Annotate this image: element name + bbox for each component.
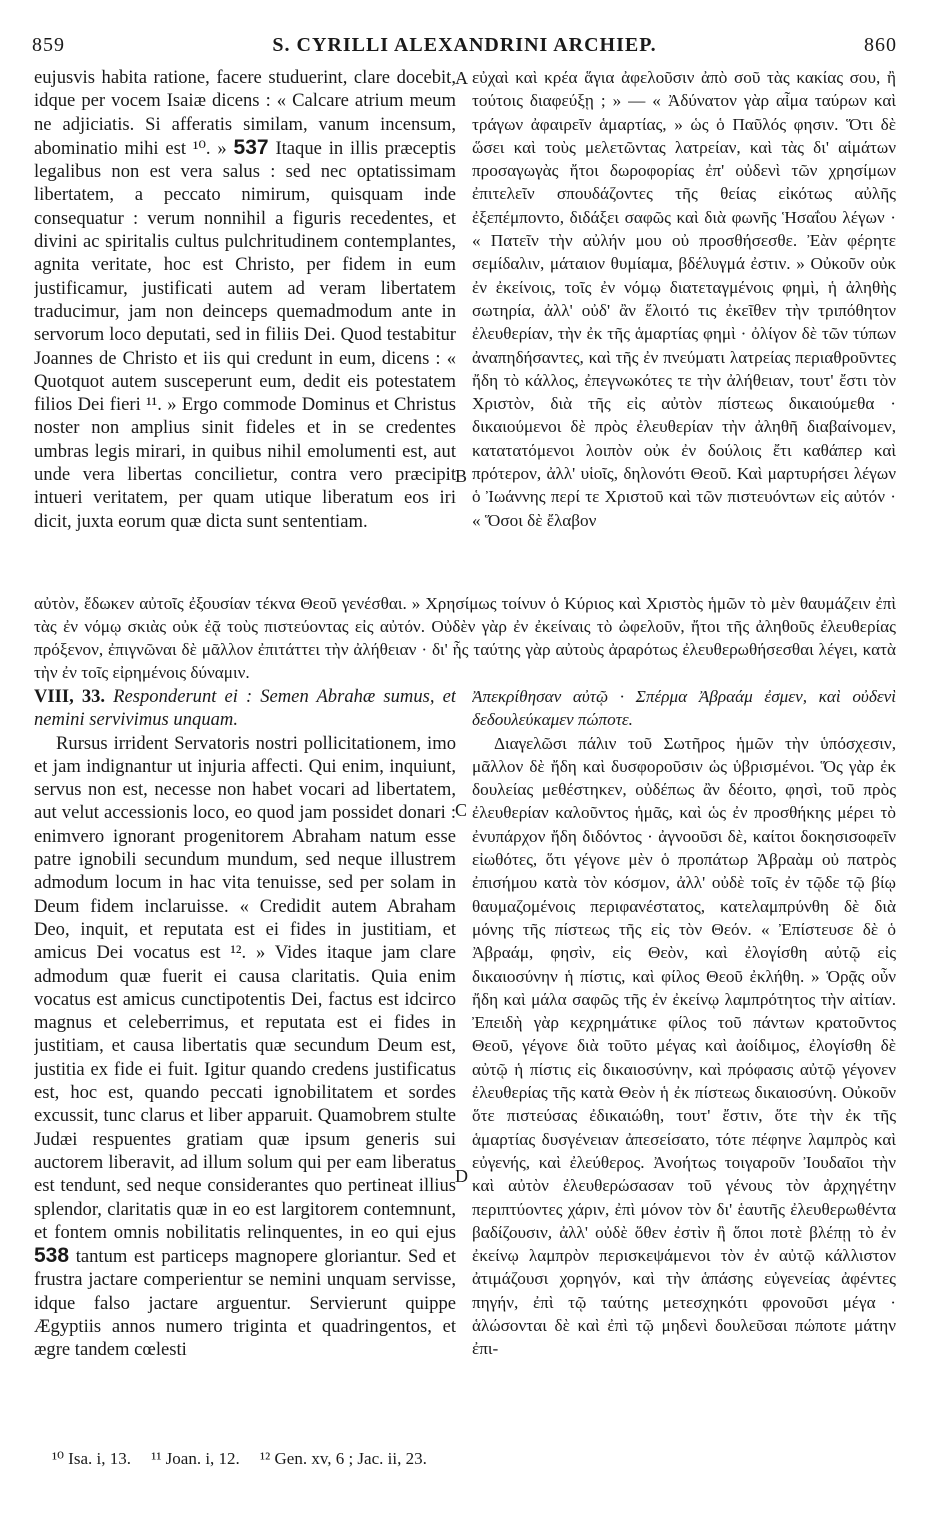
verse-heading-greek: Ἀπεκρίθησαν αὐτῷ · Σπέρμα Ἀβραάμ ἐσμεν, καὶ οὐδενὶ δεδουλεύκαμεν πώποτε. xyxy=(472,687,896,730)
page-header xyxy=(28,34,901,62)
latin-paragraph xyxy=(34,732,456,1362)
greek-paragraph: εὐχαὶ καὶ κρέα ἅγια ἀφελοῦσιν ἀπὸ σοῦ τὰς κακίας σου, ἢ τούτοις διαφεύξῃ ; » — « Ἀδύνατον γὰρ αἷμα ταύρων καὶ τράγων ἀφαιρεῖν ἁμαρτίας, » ὡς ὁ Παῦλός φησιν. Ὅτι δὲ ὥσει καὶ τοὺς μελετῶντας λατρείαν, καὶ τὰς δι' αἱμάτων προσαγωγὰς ἤτοι δωροφορίας ἐπ' οὐδενὶ τῶν χρησίμων ἐπιτελεῖν σπουδάζοντες τῆς θείας εἰκότως αὐλῆς ἐξεπέμποντο, διδάξει σαφῶς καὶ διὰ φωνῆς Ἡσαΐου λέγων · « Πατεῖν τὴν αὐλήν μου οὐ προσθήσεσθε. Ἐὰν φέρητε σεμίδαλιν, μάταιον θυμίαμα, βδέλυγμά ἐστιν. » Οὐκοῦν οὐκ ἐν ἐκείνοις, τοῖς ἐν νόμῳ διατεταγμένοις φημὶ, ἡ ἀληθὴς σωτηρία, ἀλλ' οὐδ' ἂν ἕλοιτό τις ἐκεῖθεν τὴν τριπόθητον ἐλευθερίαν, τὴν ἐκ τῆς ἁμαρτίας φημὶ · ὀλίγον δὲ τῶν τύπων ἀναπηδήσαντες, καὶ τῆς ἐν πνεύματι λατρείας περιαθροῦντες ἤδη τὸ κάλλος, ἐπεγνωκότες τε τὴν ἀλήθειαν, τουτ' ἔστι τὸν Χριστὸν, διὰ τῆς εἰς αὐτὸν πίστεως δικαιούμεθα · δικαιούμενοι δὲ πρὸς ἐλευθερίαν τὴν ἀληθῆ διαβαίνομεν, κατατατόμενοι λοιπὸν οὐκ ἐν δούλοις ἔτι καθάπερ καὶ πρότερον, ἀλλ' υἱοῖς, δηλονότι Θεοῦ. Καὶ μαρτυρήσει λέγων ὁ Ἰωάννης περί τε Χριστοῦ καὶ τῶν πιστευόντων εἰς αὐτόν · « Ὅσοι δὲ ἔλαβον xyxy=(472,68,896,530)
latin-column-top xyxy=(34,66,456,588)
greek-column-bottom xyxy=(472,685,896,1430)
margin-letter-c: C xyxy=(455,800,468,820)
column-mark: 538 xyxy=(34,1244,70,1268)
greek-paragraph: Διαγελῶσι πάλιν τοῦ Σωτῆρος ἡμῶν τὴν ὑπόσχεσιν, μᾶλλον δὲ ἤδη καὶ δυσφοροῦσιν ὡς ὑβρισμένοι. Ὅς γὰρ ἐκ δουλείας μεθέστηκεν, οὐδέπως ἂν δέοιτο, φησὶ, τοῦ πρὸς ἐλευθερίαν καλοῦντος ἡμᾶς, καὶ ὡς ἐν προσθήκης μέρει τὸ ἐνυπάρχον ἤδη διδόντος · ἀγνοοῦσι δὲ, καίτοι δοκησισοφεῖν εἰωθότες, ὅτι γέγονε μὲν ὁ προπάτωρ Ἀβραὰμ οὐ πατρὸς ἐπισήμου κατὰ τὸν κόσμον, ἀλλ' οὐδὲ τοῖς ἐν τῷδε τῷ βίῳ θαυμαζομένοις περιφανέστατος, κατελαμπρύνθη δὲ διὰ μόνης τῆς πίστεως τῆς εἰς τὸν Θεόν. « Ἐπίστευσε δὲ ὁ Ἀβραάμ, φησὶν, εἰς Θεὸν, καὶ ἐλογίσθη αὐτῷ εἰς δικαιοσύνην ἡ πίστις, καὶ φίλος Θεοῦ ἐκλήθη. » Ὁρᾷς οὖν ἤδη καὶ μάλα σαφῶς τῆς ἐν ἐκείνῳ λαμπρότητος τὴν αἰτίαν. Ἐπειδὴ γὰρ κεχρημάτικε φίλος τοῦ πάντων κρατοῦντος Θεοῦ, γέγονε διὰ τοῦτο μέγας καὶ ἀοίδιμος, ἐλογίσθη δὲ αὐτῷ ἡ πίστις εἰς δικαιοσύνην, καὶ πρόφασις αὐτῷ γέγονεν ἐλευθερίας τῆς κατὰ Θεὸν ἡ ἐκ πίστεως δικαιοσύνη. Οὐκοῦν ὅτε πιστεύσας ἐδικαιώθη, τουτ' ἔστιν, ὅτε τὴν ἐκ τῆς ἁμαρτίας δυσγένειαν ἀπεσείσατο, τότε πέφηνε λαμπρὸς καὶ εὐγενής, καὶ ἐλεύθερος. Ἀνοήτως τοιγαροῦν Ἰουδαῖοι τὴν καὶ αὐτὸν ἐλευθερώσασαν τοῦ γένους τὸν ἀρχηγέτην περιπτύοντες χάριν, ἐπὶ μόνον τὸν δι' ἑαυτῆς ἐλευθερωθέντα βαδίζουσιν, ἀλλ' οὐδὲ ὅθεν ἐστὶν ἢ ὅποι ποτὲ βλέπῃ τὸ ἐν ἐκείνῳ λαμπρὸν περισκεψάμενοι τὸν ἐν αὐτῷ κάλλιστον ἀτιμάζουσι χορηγόν, καὶ τὴν ἁπάσης εὐγενείας ἀφέντες πηγήν, ἐπὶ τῷ ταύτης μετεσχηκότι φρονοῦσι μέγα · ἁλώσονται δὲ καὶ ἐπὶ τῷ μηδενὶ δουλεῦσαι πώποτε μάτην ἐπι- xyxy=(472,733,896,1359)
latin-text: Itaque in illis præceptis legalibus non est vera salus : sed nec optatissimam libertatem, a peccato nimirum, quisquam inde consequatur : verum nonnihil a figuris recedentes, et divini ac spiritalis cultus pulchritudinem contemplantes, agnita veritate, hoc est Christo, per fidem in eum justificamur, justificati autem ad veram libertatem traducimur, jam non deinceps quemadmodum ante in servorum loco deputati, sed in filiis Dei. Quod testabitur Joannes de Christo et iis qui credunt in eum, dicens : « Quotquot autem susceperunt eum, dedit eis potestatem filios Dei fieri ¹¹. » Ergo commode Dominus et Christus noster non amplius sinit fideles et in se credentes umbras legis mirari, in quibus nihil emolumenti est, aut unde vera libertas concilietur, contra vero præcipit intueri veritatem, per quam utique liberatum eos iri dicit, juxta eorum quæ dicta sunt sententiam. xyxy=(34,137,456,532)
margin-letter-b: B xyxy=(455,466,468,486)
latin-text: eujusvis habita ratione, facere studuerint, clare docebit, idque per vocem Isaiæ dicens : « Calcare atrium meum ne adjiciatis. Si afferatis similam, vanum incensum, abominatio mihi est ¹⁰. » xyxy=(34,67,456,159)
greek-column-top xyxy=(472,66,896,588)
latin-column-bottom xyxy=(34,685,456,1430)
greek-full-width-text: αὐτὸν, ἔδωκεν αὐτοῖς ἐξουσίαν τέκνα Θεοῦ γενέσθαι. » Χρησίμως τοίνυν ὁ Κύριος καὶ Χριστὸς ἡμῶν τὸ μὲν θαυμάζειν ἐπὶ τὰς ἐν νόμῳ σκιὰς οὐκ ἐᾷ τοὺς πιστεύοντας εἰς αὐτόν. Οὐδὲν γὰρ ἐν ἐκείναις τὸ ὠφελοῦν, ἤτοι τῆς ἀληθοῦς ἐλευθερίας πρόξενον, ἐπιγνῶναι δὲ μᾶλλον ἐπιτάττει τὴν ἀλήθειαν · δι' ἧς ταύτης γὰρ αὐτοὺς ἀραρότως ἐλευθερωθήσεσθαι λέγει, κατὰ τὴν ἐν τοῖς εἰρημένοις δύναμιν. xyxy=(34,594,896,682)
latin-text: Rursus irrident Servatoris nostri pollicitationem, imo et jam indignantur ut injuria affecti. Qui enim, inquiunt, servus non est, necesse non habet vocari ad libertatem, aut velut accessionis loco, eo quod jam possidet donari : enimvero ignorant progenitorem Abraham natum esse patre ignobili secundum mundum, sed neque illustrem admodum locum in hac vita tenuisse, sed per solam in Deum fidem inclaruisse. « Credidit autem Abraham Deo, inquit, et reputata est ei fides in justitiam, et amicus Dei vocatus est ¹². » Vides itaque jam clare admodum quæ fuerit ei causa claritatis. Quia enim vocatus est amicus cunctipotentis Dei, factus est idcirco magnus et celeberrimus, et reputata est ei fides in justitiam, et causa libertatis quæ secundum Deum est, justitia ex fide ei fuit. Igitur quando credens justificatus est, hoc est, quando peccati ignobilitatem et sordes excussit, tunc clarus et liber apparuit. Quamobrem stulte Judæi respuentes gratiam quæ ipsum generis sui auctorem liberavit, ad illum solum qui per eam liberatus est tendunt, sed neque considerantes quo pertineat illius splendor, claritatis quæ in eo est largitorem contemnunt, et fontem omnis nobilitatis relinquentes, in eo qui ejus xyxy=(34,732,456,1243)
margin-letter-a: A xyxy=(455,68,468,88)
footnote: ¹⁰ Isa. i, 13. xyxy=(52,1449,131,1468)
verse-text: Responderunt ei : Semen Abrahæ sumus, et nemini servivimus unquam. xyxy=(34,686,456,731)
column-mark: 537 xyxy=(233,135,269,159)
verse-number: VIII, 33. xyxy=(34,686,106,707)
margin-letter-d: D xyxy=(455,1166,468,1186)
verse-heading-latin xyxy=(34,685,456,732)
latin-text: tantum est particeps magnopere gloriantur. Sed et frustra jactare comperientur se nemini unquam servisse, idque falso jactare arguentur. Servierunt quippe Ægyptiis annos numero triginta et quadringentos, et ægre tandem cœlesti xyxy=(34,1246,456,1361)
footnotes xyxy=(52,1449,892,1469)
footnote: ¹¹ Joan. i, 12. xyxy=(151,1449,240,1468)
latin-paragraph xyxy=(34,66,456,533)
footnote: ¹² Gen. xv, 6 ; Jac. ii, 23. xyxy=(260,1449,427,1468)
page-number-left: 859 xyxy=(32,34,65,56)
page-number-right: 860 xyxy=(864,34,897,56)
running-title: S. CYRILLI ALEXANDRINI ARCHIEP. xyxy=(272,34,657,56)
